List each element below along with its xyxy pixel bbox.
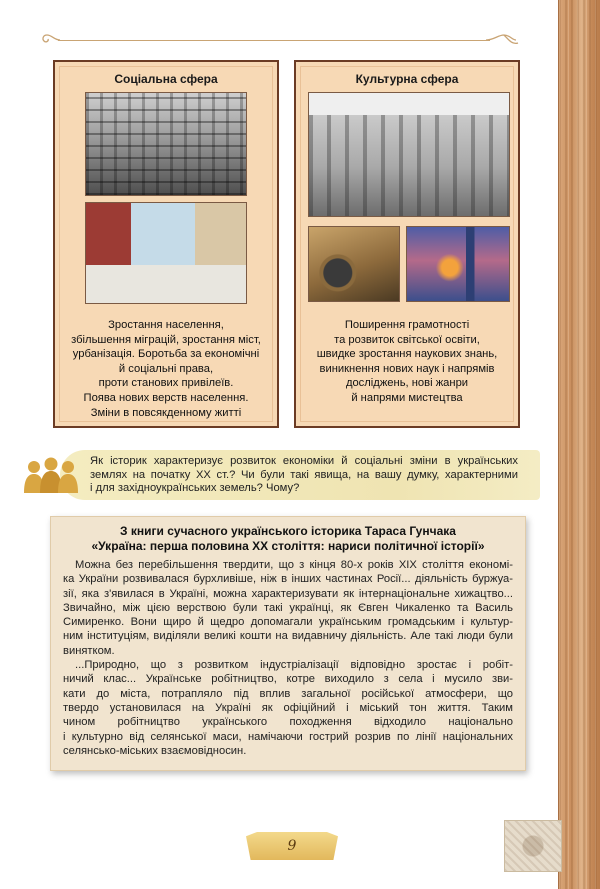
culture-sphere-card xyxy=(294,60,520,428)
social-sphere-title: Соціальна сфера xyxy=(114,72,218,86)
question-text: Як історик характеризує розвиток економіки й соціальні зміни в українських землях на початку XX ст.? Чи були такі явища, на вашу думку, характерними і для західноукраїнських земель? Чому? xyxy=(90,455,518,495)
page-number: 9 xyxy=(287,838,297,854)
social-sphere-text: Зростання населення, збільшення міграцій, зростання міст, урбанізація. Боротьба за економічні й соціальні права, проти станових привілеїв. Поява нових верств населення. Зміни в повсякденному житті xyxy=(71,319,261,419)
university-building-photo xyxy=(308,92,510,217)
source-heading: З книги сучасного українського історика Тараса Гунчака «Україна: перша половина ХХ століття: нариси політичної історії» xyxy=(91,524,485,553)
city-street-photo xyxy=(85,202,247,304)
top-ornament xyxy=(40,33,520,47)
wooden-edge-decoration xyxy=(558,0,600,889)
right-curl-icon xyxy=(486,33,520,47)
page-number-badge xyxy=(246,832,338,860)
source-body: Можна без перебільшення твердити, що з кінця 80-х років XIX століття економі- ка України розвивалася бурхливіше, ніж в інших частинах Росії... діяльність буржуа- зії, яка з'явилася в Україні, можна характеризувати як інтернаціональне хижацтво... Звичайно, між цією верствою були такі українці, як Євген Чикаленко та Василь Симиренко. Вони щиро й щедро допомагали українським громадським і культур- ним інституціям, виділяли великі кошти на видавничу діяльність. Але такі люди були винятком. ...Природно, що з розвитком індустріалізації відповідно зростає і робіт- ничий клас... Українське робітництво, котре виходило з села і мусило зви- кати до міста, потрапляло під вплив загальної російської атмосфери, що твердо установилася на Україні як офіційний і міський тон життя. Таким чином робітництво українського походження відходило національно і культурно від селянської маси, намічаючи гострий розрив по лінії національних селянсько-міських взаємовідносин. xyxy=(63,559,513,757)
corner-engraving-decoration xyxy=(504,820,562,872)
culture-sphere-title: Культурна сфера xyxy=(355,72,459,86)
discussion-people-icon xyxy=(22,455,80,495)
social-sphere-card xyxy=(53,60,279,428)
impressionist-painting xyxy=(406,226,510,302)
steam-machine-painting xyxy=(308,226,400,302)
culture-sphere-text: Поширення грамотності та розвиток світської освіти, швидке зростання наукових знань, виникнення нових наук і напрямів досліджень, нові жанри й напрями мистецтва xyxy=(316,319,498,404)
source-excerpt-box xyxy=(50,516,526,771)
crowd-photo xyxy=(85,92,247,196)
